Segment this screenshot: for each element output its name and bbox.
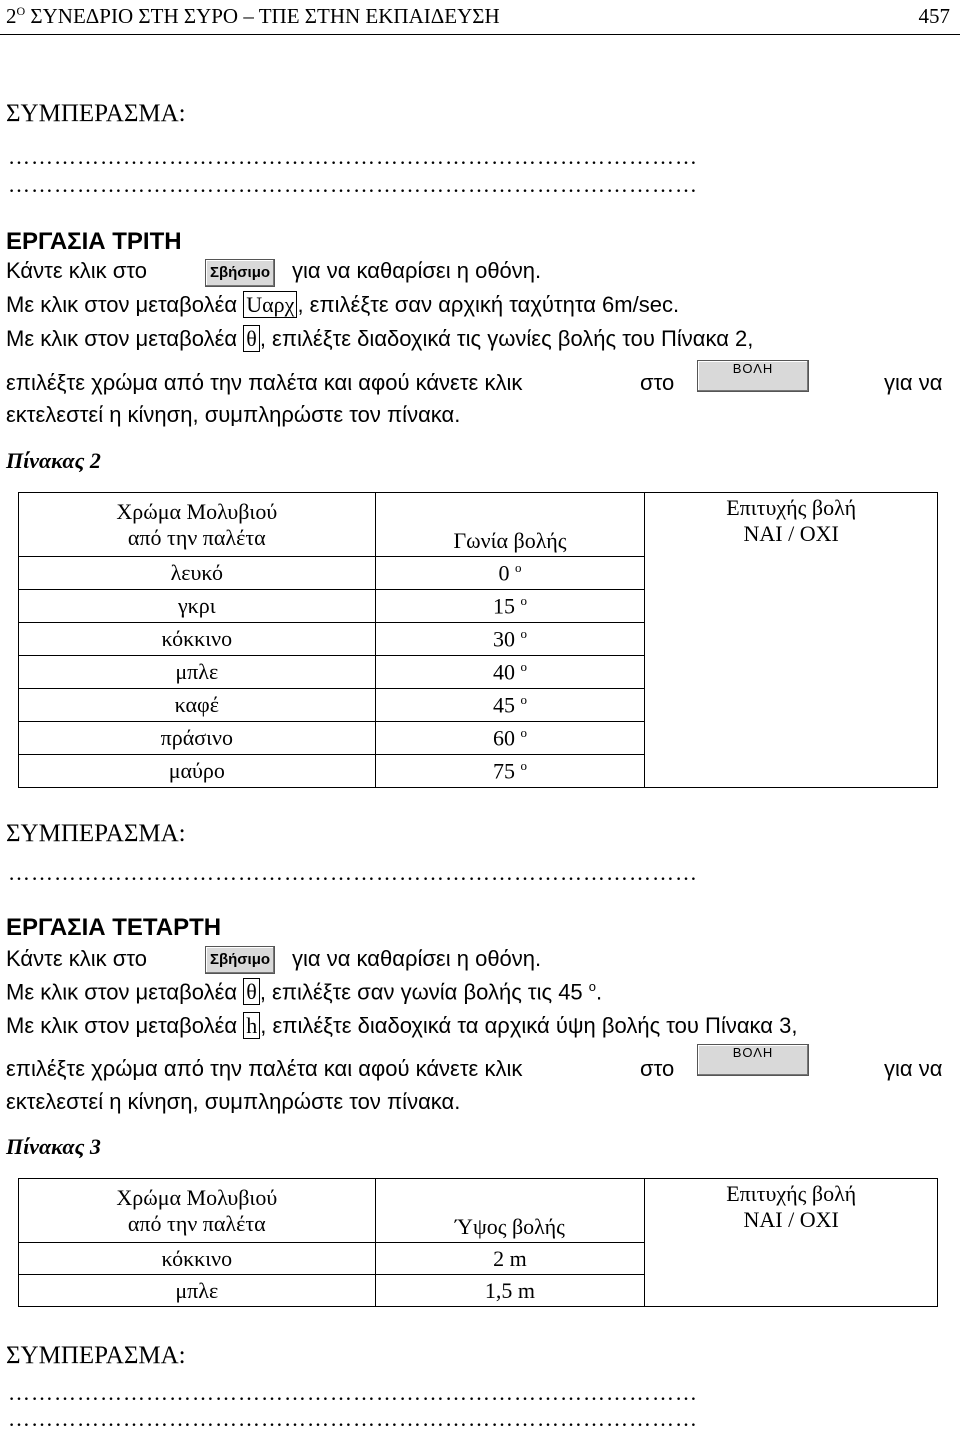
task3-title: ΕΡΓΑΣΙΑ ΤΡΙΤΗ — [6, 228, 182, 255]
table-cell-angle: 40 $^o$ — [375, 656, 645, 689]
table2-caption: Πίνακας 2 — [6, 448, 101, 473]
table-cell-color: μπλε — [19, 656, 376, 689]
task4-line1-end: για να καθαρίσει η οθόνη. — [292, 946, 542, 971]
table-cell-angle: 60 $^o$ — [375, 722, 645, 755]
table-cell-color: λευκό — [19, 557, 376, 590]
conclusion-label: ΣΥΜΠΕΡΑΣΜΑ: — [6, 1342, 186, 1369]
table3-caption: Πίνακας 3 — [6, 1134, 101, 1159]
task4-line2: Με κλικ στον μεταβολέα θ , επιλέξτε σαν γωνία βολής τις 45 $^o$. — [6, 979, 603, 1005]
table-cell-color: καφέ — [19, 689, 376, 722]
task3-line4-end: για να — [884, 370, 943, 395]
task4-line5: εκτελεστεί η κίνηση, συμπληρώστε τον πίνακα. — [6, 1089, 461, 1114]
table-cell-color: μπλε — [19, 1275, 376, 1307]
table-cell-angle: 45 $^o$ — [375, 689, 645, 722]
table-cell-angle: 15 $^o$ — [375, 590, 645, 623]
dotted-line: ……………………………………………………………………………… — [8, 144, 698, 169]
variable-uarx[interactable]: Uαρχ — [243, 291, 297, 318]
task3-line4: επιλέξτε χρώμα από την παλέτα και αφού κάνετε κλικ — [6, 370, 523, 395]
table-cell-color: μαύρο — [19, 755, 376, 788]
task3-line3: Με κλικ στον μεταβολέα θ , επιλέξτε διαδοχικά τις γωνίες βολής του Πίνακα 2, — [6, 326, 754, 351]
variable-theta[interactable]: θ — [243, 978, 260, 1005]
table-cell-height: 1,5 m — [375, 1275, 645, 1307]
clear-button[interactable]: Σβήσιμο — [205, 259, 275, 287]
header-rule — [0, 34, 960, 35]
task3-line2: Με κλικ στον μεταβολέα Uαρχ , επιλέξτε σαν αρχική ταχύτητα 6m/sec. — [6, 292, 680, 317]
conclusion-label: ΣΥΜΠΕΡΑΣΜΑ: — [6, 100, 186, 127]
task3-line1-end: για να καθαρίσει η οθόνη. — [292, 258, 542, 283]
table2 — [18, 492, 938, 788]
task4-line3: Με κλικ στον μεταβολέα h , επιλέξτε διαδοχικά τα αρχικά ύψη βολής του Πίνακα 3, — [6, 1013, 798, 1038]
variable-theta[interactable]: θ — [243, 325, 260, 352]
table3 — [18, 1178, 938, 1307]
table-cell-color: κόκκινο — [19, 623, 376, 656]
task3-line5: εκτελεστεί η κίνηση, συμπληρώστε τον πίνακα. — [6, 402, 461, 427]
table2-header-success: Επιτυχής βολή ΝΑΙ / ΟΧΙ — [645, 493, 938, 788]
clear-button[interactable]: Σβήσιμο — [205, 946, 275, 974]
task4-title: ΕΡΓΑΣΙΑ ΤΕΤΑΡΤΗ — [6, 914, 222, 941]
conclusion-label: ΣΥΜΠΕΡΑΣΜΑ: — [6, 820, 186, 847]
table3-header-color: Χρώμα Μολυβιού από την παλέτα — [19, 1179, 376, 1243]
dotted-line: ……………………………………………………………………………… — [8, 1406, 698, 1431]
task4-line4: επιλέξτε χρώμα από την παλέτα και αφού κάνετε κλικ — [6, 1056, 523, 1081]
table-cell-color: πράσινο — [19, 722, 376, 755]
table-cell-angle: 0 $^o$ — [375, 557, 645, 590]
variable-h[interactable]: h — [243, 1012, 260, 1039]
task4-line4-to: στο — [640, 1056, 675, 1081]
table3-header-value: Ύψος βολής — [375, 1179, 645, 1243]
table3-header-success: Επιτυχής βολή ΝΑΙ / ΟΧΙ — [645, 1179, 938, 1307]
table-cell-height: 2 m — [375, 1243, 645, 1275]
table2-header-value: Γωνία βολής — [375, 493, 645, 557]
page-number: 457 — [918, 4, 950, 28]
dotted-line: ……………………………………………………………………………… — [8, 860, 698, 885]
task3-line1: Κάντε κλικ στο — [6, 258, 147, 283]
dotted-line: ……………………………………………………………………………… — [8, 172, 698, 197]
running-header: $2^O$ ΣΥΝΕΔΡΙΟ ΣΤΗ ΣΥΡΟ – ΤΠΕ ΣΤΗΝ ΕΚΠΑΙΔΕΥΣΗ — [6, 4, 500, 28]
table-cell-angle: 30 $^o$ — [375, 623, 645, 656]
task4-line1: Κάντε κλικ στο — [6, 946, 147, 971]
throw-button[interactable]: ΒΟΛΗ — [697, 360, 809, 392]
task4-line4-end: για να — [884, 1056, 943, 1081]
table-cell-angle: 75 $^o$ — [375, 755, 645, 788]
table-cell-color: γκρι — [19, 590, 376, 623]
table-cell-color: κόκκινο — [19, 1243, 376, 1275]
dotted-line: ……………………………………………………………………………… — [8, 1380, 698, 1405]
throw-button[interactable]: ΒΟΛΗ — [697, 1044, 809, 1076]
task3-line4-to: στο — [640, 370, 675, 395]
table2-header-color: Χρώμα Μολυβιού από την παλέτα — [19, 493, 376, 557]
